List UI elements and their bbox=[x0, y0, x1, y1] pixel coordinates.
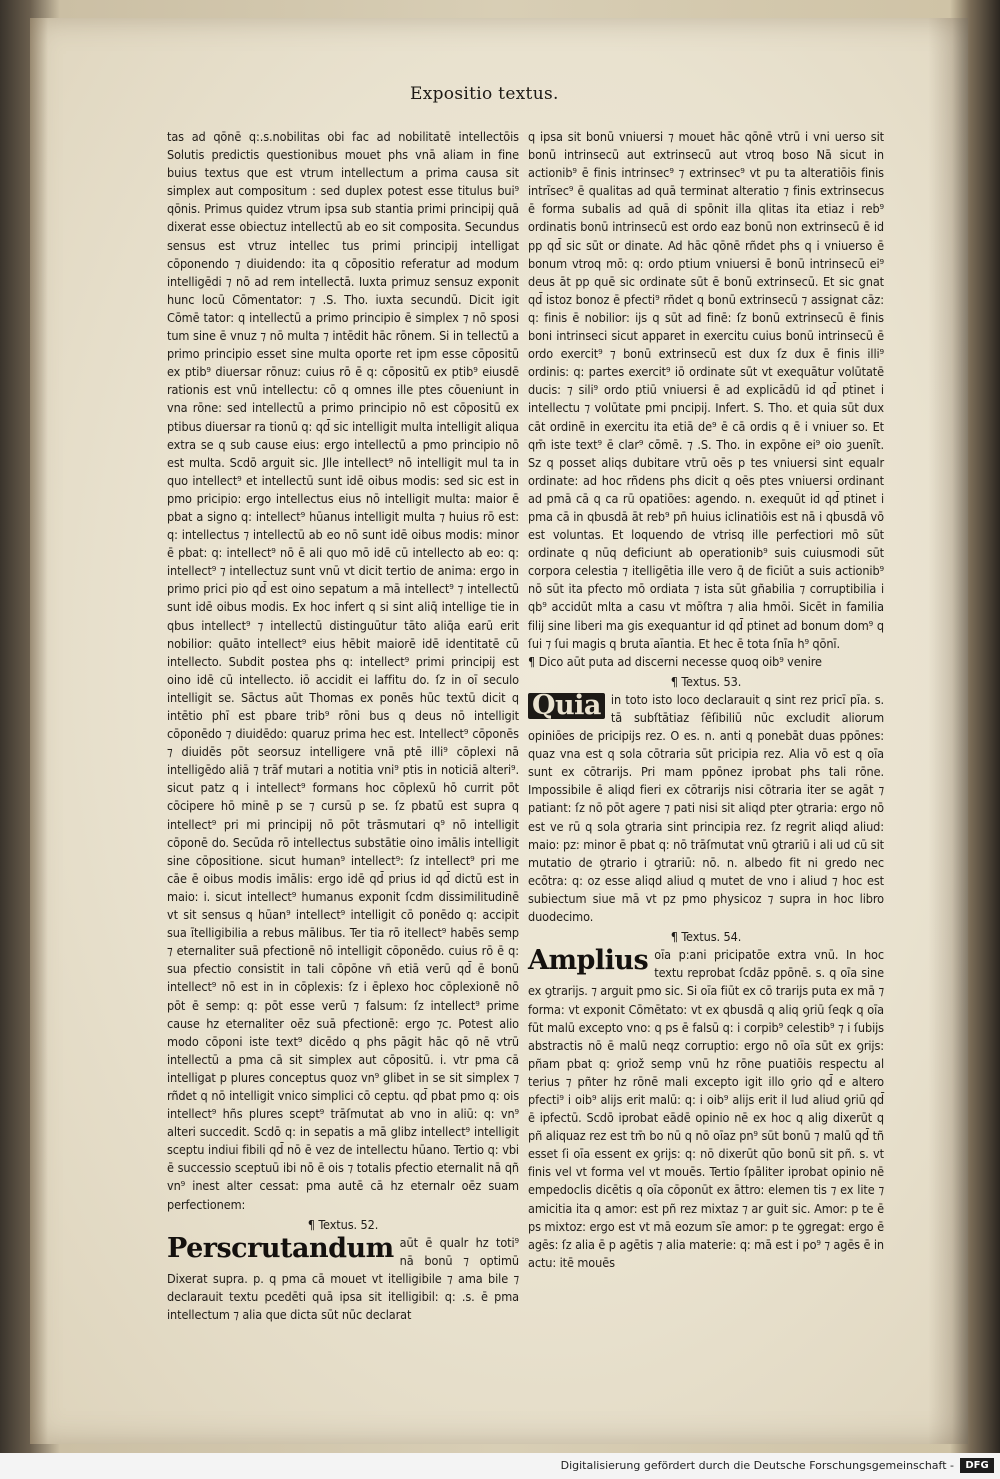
page-left-shadow bbox=[30, 18, 48, 1444]
right-paragraph-1: q ipsa sit bonū vniuersi ⁊ mouet hāc qōnē vtrū i vni uerso sit bonū intrinsecū aut extrinsecū aut vtroq boso Nā sicut in actionib⁹ ē finis intrinsec⁹ ⁊ extrinsec⁹ vt pu ta alteratiōis finis intrīsec⁹ ē qualitas ad quā terminat alteratio ⁊ finis extrinsecus ē forma subalis ad quā di spōnit illa qlitas ita etiaz i reb⁹ ordinatis bonū intrinsecū est ordo eaz bonū non extrinsecū ē id pp qd̄ sic sūt or dinate. Ad hāc qōnē rñdet phs q i vniuerso ē bonum vtroq mō: q: ordo ptium vniuersi ē bonū intrinsecū ei⁹ deus āt pp quē sic ordinate sūt ē bonū extrinsecū. Et sic gnat qd̄ istoz bonoz ē pfecti⁹ rñdet q bonū extrinsecū ⁊ assignat cāz: q: finis ē nobilior: ijs q sūt ad finē: ſz bonū extrinsecū ē finis boni intrinseci sicut apparet in exercitu cuius bonū intrinsecū ē ordo exercit⁹ ⁊ bonū extrinsecū est dux ſz dux ē finis illi⁹ ordinis: q: partes exercit⁹ iō ordinate sūt vt exequātur volūtatē ducis: ⁊ sili⁹ ordo ptiū vniuersi ē ad explicādū id qd̄ ptinet i intellectu ⁊ volūtate pmi pncipij. Infert. S. Tho. et quia sūt dux cāt ordinē in exercitu ita etiā de⁹ ē cā ordis q ē i vniuer so. Et qm̄ iste text⁹ ē clar⁹ cōmē. ⁊ .S. Tho. in expōne ei⁹ oio ȝuenīt. Sz q posset aliqs dubitare vtrū oēs p tes vniuersi sint equalr ordinate: ad hoc rñdens phs dicit q oēs ptes vniuersi ordinant ad pmā cā q ca rū opatiōes: agendo. n. exequūt id qd̄ ptinet i pma cā in qbusdā āt reb⁹ pn̄ huius iclinatiōis est nā i qbusdā vō est voluntas. Et loquendo de vtrisq ille perfectiori mō sūt ordinate q nūq deficiunt ab operationib⁹ suis cuiusmodi sūt corpora celestia ⁊ itelligētia ille vero q̄ de ficiūt a suis actionib⁹ nō sūt ita pfecto mō ordiata ⁊ ista sūt gñabilia ⁊ corruptibilia i qb⁹ accidūt mlta a casu vt mōſtra ⁊ alia hmōi. Sicēt in familia filij sine liberi ma gis exequantur id qd̄ ptinet ad bonum dom⁹ q ſui ⁊ ſui magis q bruta aīantia. Et hec ē tota ſnīa h⁹ qōnī. bbox=[528, 129, 884, 651]
digitization-footer bbox=[0, 1453, 1000, 1479]
left-paragraph-1: tas ad qōnē q:.s.nobilitas obi fac ad nobilitatē intellectōis Solutis predictis questionibus mouet phs vnā aliam in fine buius textus que est vtrum intellectum a prima causa sit simplex aut compositum : sed duplex potest esse titulus bui⁹ qōnis. Primus quidez vtrum ipsa sub stantia primi principij quā dixerat esse obiectuz intellectū ab eo sit composita. Secundus sensus est vtruz intellec tus primi principij intelligat cōponendo ⁊ diuidendo: ita q cōpositio referatur ad modum intelligēdi ⁊ nō ad rem intellectā. Iuxta primuz sensuz exponit hunc locū Cōmentator: ⁊ .S. Tho. iuxta secundū. Dicit igit Cōmē tator: q intellectū a primo principio ē simplex ⁊ nō sposi tum sine ē vnuz ⁊ nō multa ⁊ intēdit hāc rōnem. Si in tellectū a primo principio esset sine multa oporte ret ipm esse cōpositū ex ptib⁹ diuersar rōnuz: cuius rō ē q: cōpositū ex ptib⁹ eiusdē rationis est vnū intellectu: cō q omnes ille ptes cōueniunt in vna rōne: sed intellectū a primo principio nō est cōpositū ex ptibus diuersar ra tionū q: qd̄ sic intelligit multa intelligit aliqua extra se q sub cause eius: ergo intellectū a pmo principio nō est multa. Scdō arguit sic. Jlle intellect⁹ nō intelligit mul ta in quo intellect⁹ et intellectū sunt idē oibus modis: sed sic est in pmo pricipio: ergo intellectus eius nō intelligit multa: maior ē pbat a signo q: intellect⁹ hūanus intelligit multa ⁊ huius rō est: q: intellectus ⁊ intellectū ab eo nō sunt idē oibus modis: minor ē pbat: q: intellect⁹ nō ē ali quo mō idē cū intellecto ab eo: q: intellect⁹ ⁊ intellectuz sunt vnū vt dicit tertio de anima: ergo in primo prici pio qd̄ est oino sepatum a mā intellect⁹ ⁊ intellectū sunt idē oibus modis. Ex hoc infert q si sint aliq̄ intellige tie in qbus intellect⁹ ⁊ intellectū distinguūtur tāto aliq̄a earū erit nobilior: quāto intellect⁹ eius hēbit maiorē idē identitatē cū intellecto. Subdit postea phs q: intellect⁹ primi principij est oino idē cū intellecto. iō accidit ei laffitu do. ſz in oī seculo intelligit se. Sāctus aūt Thomas ex ponēs hūc textū dicit q intētio phī est pbare trib⁹ rōni bus q deus nō intelligit cōponēdo ⁊ diuidēdo: quaruz prima hec est. Intellect⁹ cōponēs ⁊ diuidēs pōt seorsuz intelligere vnā ptē illi⁹ cōplexi nā intelligēdo aliā ⁊ trāf mutari a notitia vni⁹ ptis in noticiā alteri⁹. sicut patz q i intellect⁹ formans hoc cōplexū hō currit pōt cōcipere hō minē p se ⁊ cursū p se. ſz pbatū est supra q intellect⁹ pri mi principij nō pōt trāsmutari q⁹ nō intelligit cōponē do. Secūda rō intellectus substātie oino imālis intelligit sine cōpositione. sicut human⁹ intellect⁹: ſz intellect⁹ pri me cāe ē oibus modis imālis: ergo idē qd̄ prius id qd̄ dictū est in maio: i. sicut intellect⁹ humanus exponit ſcdm dissimilitudinē vt sit sensus q hūan⁹ intellect⁹ intelligit cō ponēdo q: accipit sua ītelligibilia a rebus mālibus. Ter tia rō itellect⁹ habēs semp ⁊ eternaliter suā pfectionē nō intelligit cōponēdo. cuius rō ē q: sua pfectio consistit in tali cōpōne vn̄ etiā verū qd̄ ē bonū intellect⁹ nō est in in cōplexis: ſz i ēplexo hoc cōplexionē nō pōt ē semp: q: pōt esse verū ⁊ falsum: ſz intellect⁹ prime cause hz eternaliter oēz suā pfectionē: ergo ⁊c. Potest alio modo cōponi iste text⁹ dicēdo q phs pāgit hāc qō nē vtrū intellectū a pma cā sit simplex aut cōpositū. i. vtr pma cā intelligat p plures conceptus quoz vn⁹ glibet in se sit simplex ⁊ rñdet q nō intelligit vnico simplici cō ceptu. qd̄ pbat pmo q: ois intellect⁹ hñs plures scept⁹ trāſmutat ab vno in aliū: q: vn⁹ alteri succedit. Scdō q: in sepatis a mā glibz intellect⁹ intelligit sceptu indiui fibili qd̄ nō ē vez de intellectu hūano. Tertio q: vbi ē successio sceptuū ibi nō ē ois ⁊ totalis pfectio eternalit nā qñ vn⁹ inest alter cessat: pma autē cā hz eternalr oēz suam perfectionem: bbox=[167, 129, 519, 1212]
dfg-logo: DFG bbox=[960, 1458, 994, 1473]
left-column bbox=[167, 128, 519, 1324]
section-53 bbox=[528, 691, 884, 926]
section-53-text: excludit aliorum opiniōes de pricipijs rez. O es. n. anti q ponebāt duas ppōnes: quaz vna est q sola cōtraria sūt pricipia rez. Alia vō est q oīa sunt ex cōtrarijs. Pri mam ppōnez iprobat phs tali rōne. Impossibile ē aliqd fieri ex cōtrarijs nisi cōtraria iter se agāt ⁊ patiant: ſz nō pōt agere ⁊ pati nisi sit aliqd pter ꝯtraria: ergo nō est ve rū q sola ꝯtraria sint principia rez. ſz regrit aliqd aliud: maio: pz: minor ē pbat q: nō trāſmutat vnū ꝯtrariū i ali ud cū sit mutatio de ꝯtrario i ꝯtrariū: nō. n. albedo fit ni gredo nec ecōtra: q: oz esse aliqd aliud q mutet de vno i aliud ⁊ hoc est subiectum siue mā vt pz pmo physicoz ⁊ supra in hoc libro duodecimo. bbox=[528, 710, 885, 925]
line-dico: ¶ Dico aūt puta ad discerni necesse quoq oib⁹ venire bbox=[528, 653, 822, 669]
section-54-lead: oīa p:ani pricipatōe extra vnū. In hoc textu reprobat ſcdāz ppōnē. s. bbox=[654, 947, 884, 981]
section-52-lead: aūt ē qualr hz toti⁹ nā bonū ⁊ optimū bbox=[399, 1234, 519, 1268]
initial-word-quia: Quia bbox=[528, 693, 605, 719]
section-52 bbox=[167, 1234, 519, 1324]
section-52-text: Dixerat supra. p. q pma cā mouet vt itelligibile ⁊ ama bile ⁊ declarauit textu pcedēti quā ipsa sit itelligibil: q: .s. ē pma intellectum ⁊ alia que dicta sūt nūc declarat bbox=[167, 1270, 519, 1323]
heading-textus-52: ¶ Textus. 52. bbox=[307, 1216, 379, 1232]
section-53-lead: in toto isto loco declarauit q sint rez pricī pīa. s. tā subſtātiaz ſēſibiliū nūc bbox=[610, 691, 884, 725]
heading-textus-54: ¶ Textus. 54. bbox=[670, 929, 742, 945]
section-54-text: q oīa sine ex ꝯtrarijs. ⁊ arguit pmo sic. Si oīa fiūt ex cō trarijs puta ex mā ⁊ forma: vt exponit Cōmētato: vt ex qbusdā q aliq ꝯriū ſeqk q oīa fūt malū excepto vno: q ps ē falsū q: i corpib⁹ celestib⁹ ⁊ i ſubijs abstractis nō ē malū neqz corruptio: ergo nō oīa sūt ex ꝯrijs: pñam pbat q: ꝯriož semp vnū hz rōne puatiōis respectu al terius ⁊ pñter hz rōnē mali excepto igit illo ꝯrio qd̄ e altero pfecti⁹ i oib⁹ alijs erit malū: q: i oib⁹ alijs erit il lud aliud ꝯriū qd̄ ē ipfectū. Scdō iprobat eādē opinio nē ex hoc q alig dixerūt q pñ aliquaz rez est tm̄ bo nū q nō oīaz pn⁹ sūt bonū ⁊ malū qd̄ tñ esset ſi oīa essent ex ꝯrijs: q: nō dixerūt qūo bonū sit pñ. s. vt finis vel vt forma vel vt mouēs. Tertio ſpāliter iprobat opinio nē empedoclis dicētis q oīa cōponūt ex āttro: elemen tis ⁊ ex lite ⁊ amicitia ita q amor: est pñ rez mixtaz ⁊ ar guit sic. Amor: p te ē ps mixtoz: ergo est vt mā eozum sīe amor: p te ꝯgregat: ergo ē agēs: ſz alia ē p agētis ⁊ alia materie: q: mā est i po⁹ ⁊ agēs ē in actu: itē mouēs bbox=[528, 965, 885, 1270]
initial-word-amplius: Amplius bbox=[528, 945, 649, 977]
running-head: Expositio textus. bbox=[410, 84, 559, 104]
funding-credit: Digitalisierung gefördert durch die Deutsche Forschungsgemeinschaft - bbox=[560, 1459, 954, 1472]
section-54 bbox=[528, 946, 884, 1272]
right-column bbox=[528, 128, 884, 1272]
initial-word-perscrutandum: Perscrutandum bbox=[167, 1232, 394, 1264]
page-gutter-shadow bbox=[928, 18, 968, 1444]
heading-textus-53: ¶ Textus. 53. bbox=[670, 673, 742, 689]
